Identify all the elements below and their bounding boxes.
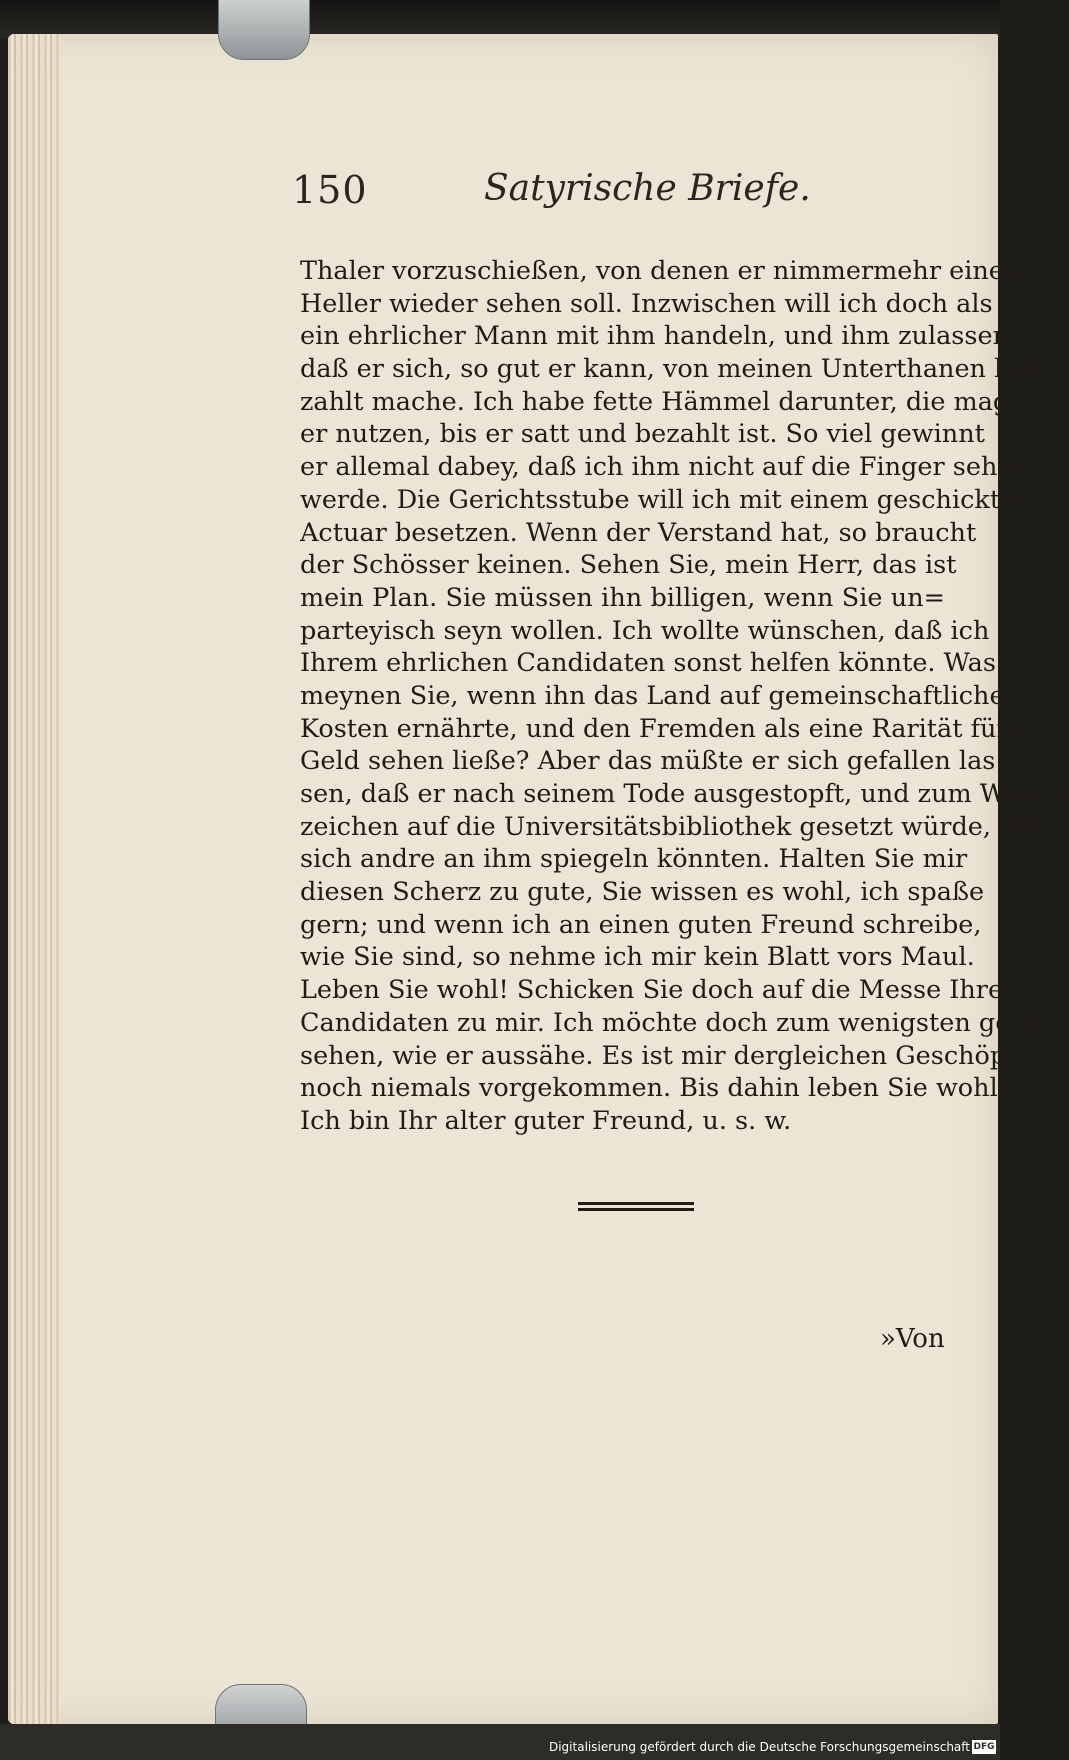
body-text (300, 255, 1069, 1138)
text-line: sehen, wie er aussähe. Es ist mir dergleichen Geschöpf (300, 1040, 1016, 1071)
page-edges (8, 34, 60, 1724)
text-line: daß er sich, so gut er kann, von meinen Unterthanen be= (300, 354, 1047, 385)
text-line: Ich bin Ihr alter guter Freund, u. s. w. (300, 1105, 792, 1136)
funding-credit: Digitalisierung gefördert durch die Deutsche Forschungsgemeinschaft (548, 1740, 970, 1754)
scan-top-band (0, 0, 1000, 38)
text-line: sen, daß er nach seinem Tode ausgestopft, und zum Wahr= (300, 779, 1069, 809)
text-line: er nutzen, bis er satt und bezahlt ist. So viel gewinnt (300, 419, 985, 450)
text-line: diesen Scherz zu gute, Sie wissen es wohl, ich spaße (300, 877, 985, 908)
text-line: parteyisch seyn wollen. Ich wollte wünschen, daß ich (300, 615, 990, 646)
text-line: Kosten ernährte, und den Fremden als eine Rarität fürs (300, 713, 1022, 744)
text-line: Geld sehen ließe? Aber das müßte er sich gefallen las= (300, 746, 1017, 777)
text-line: meynen Sie, wenn ihn das Land auf gemeinschaftliche (300, 680, 1005, 711)
text-line: Actuar besetzen. Wenn der Verstand hat, so braucht (300, 517, 977, 548)
text-line: mein Plan. Sie müssen ihn billigen, wenn Sie un= (300, 582, 945, 613)
text-line: Candidaten zu mir. Ich möchte doch zum wenigsten gern (300, 1007, 1039, 1038)
page-number: 150 (292, 168, 368, 212)
text-line: noch niemals vorgekommen. Bis dahin leben Sie wohl! (300, 1073, 1008, 1104)
text-line: wie Sie sind, so nehme ich mir kein Blatt vors Maul. (300, 942, 975, 973)
text-line: werde. Die Gerichtsstube will ich mit einem geschickten (300, 484, 1032, 515)
text-line: ein ehrlicher Mann mit ihm handeln, und ihm zulassen, (300, 321, 1018, 352)
catchword: »Von (880, 1324, 945, 1354)
book-clamp-top (218, 0, 310, 60)
text-line: zahlt mache. Ich habe fette Hämmel darunter, die mag (300, 386, 1010, 417)
text-line: Heller wieder sehen soll. Inzwischen will ich doch als (300, 288, 993, 319)
running-title: Satyrische Briefe. (484, 168, 811, 209)
text-line: der Schösser keinen. Sehen Sie, mein Herr, das ist (300, 550, 957, 581)
text-line: Thaler vorzuschießen, von denen er nimmermehr einen (300, 256, 1021, 286)
text-line: Ihrem ehrlichen Candidaten sonst helfen könnte. Was (300, 648, 996, 679)
footer-bar (0, 1724, 1000, 1760)
text-line: er allemal dabey, daß ich ihm nicht auf die Finger sehen (300, 452, 1029, 483)
section-divider (578, 1202, 694, 1211)
dfg-logo: DFG (973, 1742, 995, 1752)
text-line: sich andre an ihm spiegeln könnten. Halten Sie mir (300, 844, 968, 875)
page-header (292, 160, 942, 220)
text-line: zeichen auf die Universitätsbibliothek gesetzt würde, daß (300, 811, 1048, 842)
text-line: Leben Sie wohl! Schicken Sie doch auf die Messe Ihren (300, 975, 1020, 1006)
text-line: gern; und wenn ich an einen guten Freund schreibe, (300, 909, 982, 940)
